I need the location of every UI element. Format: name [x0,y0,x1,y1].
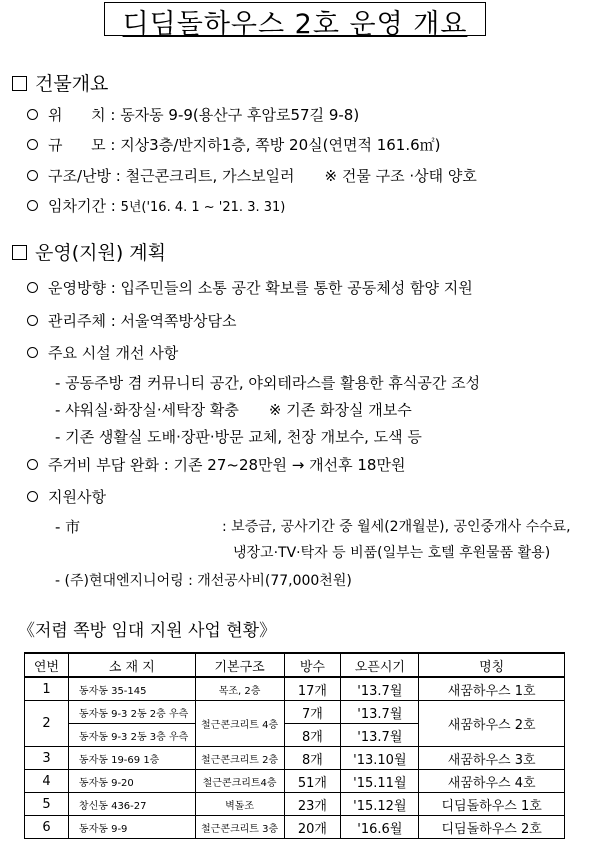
row-rooms: 8개 [284,724,341,747]
circle-bullet-icon [27,139,38,150]
section-2-heading: 운영(지원) 계획 [12,238,166,265]
row-rooms: 8개 [284,747,341,770]
row-name: 새꿈하우스 3호 [419,747,565,770]
improvement-item: - 샤워실·화장실·세탁장 확충 ※ 기존 화장실 개보수 [55,401,412,419]
row-name: 새꿈하우스 1호 [419,677,565,701]
table-row [25,677,565,701]
row-address: 동자동 19-69 1층 [68,747,195,770]
row-address: 창신동 436-27 [68,793,195,816]
row-structure: 벽돌조 [195,793,284,816]
improvement-item: - 공동주방 겸 커뮤니티 공간, 야외테라스를 활용한 휴식공간 조성 [55,374,481,392]
row-structure: 철근콘크리트4층 [195,770,284,793]
lease-period: 임차기간 : 5년('16. 4. 1 ~ '21. 3. 31) [27,195,285,216]
circle-bullet-icon [27,170,38,181]
row-open-date: '13.7월 [341,701,419,724]
column-header: 오픈시기 [341,653,419,677]
circle-bullet-icon [27,282,38,293]
page-title: 디딤돌하우스 2호 운영 개요 [122,9,468,40]
circle-bullet-icon [27,315,38,326]
checkbox-square-icon [12,245,27,260]
column-header: 연번 [25,653,69,677]
support-company: - (주)현대엔지니어링 : 개선공사비(77,000천원) [55,573,352,589]
operation-direction: 운영방향 : 입주민들의 소통 공간 확보를 통한 공동체성 함양 지원 [27,277,473,298]
row-open-date: '16.6월 [341,816,419,839]
title-box [104,2,486,40]
table-row [25,816,565,839]
column-header: 소 재 지 [68,653,195,677]
row-name: 새꿈하우스 4호 [419,770,565,793]
row-structure: 목조, 2층 [195,677,284,701]
table-row [25,747,565,770]
improvement-heading: 주요 시설 개선 사항 [27,342,178,363]
row-address: 동자동 9-3 2동 3층 우측 [68,724,195,747]
support-city-line1: : 보증금, 공사기간 중 월세(2개월분), 공인중개사 수수료, [222,519,571,535]
row-open-date: '13.10월 [341,747,419,770]
row-open-date: '15.11월 [341,770,419,793]
building-location: 위 치 : 동자동 9-9(용산구 후암로57길 9-8) [27,104,359,125]
section-1-heading: 건물개요 [12,69,108,96]
housing-cost: 주거비 부담 완화 : 기존 27~28만원 → 개선후 18만원 [27,454,405,475]
row-open-date: '13.7월 [341,677,419,701]
row-number: 4 [25,770,69,793]
row-address: 동자동 9-9 [68,816,195,839]
support-city-label: - 市 [55,518,81,536]
table-caption: 《저렴 쪽방 임대 지원 사업 현황》 [18,621,277,641]
table-row [25,793,565,816]
row-name: 새꿈하우스 2호 [419,701,565,747]
row-number: 2 [25,701,69,747]
project-status-table [24,652,565,839]
row-number: 5 [25,793,69,816]
row-rooms: 17개 [284,677,341,701]
building-scale: 규 모 : 지상3층/반지하1층, 쪽방 20실(연면적 161.6㎡) [27,134,441,155]
row-number: 3 [25,747,69,770]
column-header: 명칭 [419,653,565,677]
row-open-date: '13.7월 [341,724,419,747]
row-structure: 철근콘크리트 4층 [195,701,284,747]
row-name: 디딤돌하우스 2호 [419,816,565,839]
circle-bullet-icon [27,491,38,502]
column-header: 기본구조 [195,653,284,677]
row-address: 동자동 35-145 [68,677,195,701]
row-number: 6 [25,816,69,839]
row-structure: 철근콘크리트 3층 [195,816,284,839]
row-name: 디딤돌하우스 1호 [419,793,565,816]
table-row [25,770,565,793]
circle-bullet-icon [27,109,38,120]
row-open-date: '15.12월 [341,793,419,816]
table-header-row [25,653,565,677]
circle-bullet-icon [27,200,38,211]
improvement-item: - 기존 생활실 도배·장판·방문 교체, 천장 개보수, 도색 등 [55,428,422,446]
row-rooms: 7개 [284,701,341,724]
building-structure: 구조/난방 : 철근콘크리트, 가스보일러 ※ 건물 구조 ·상태 양호 [27,165,477,186]
row-structure: 철근콘크리트 2층 [195,747,284,770]
row-rooms: 23개 [284,793,341,816]
column-header: 방수 [284,653,341,677]
row-rooms: 20개 [284,816,341,839]
support-city-line2: 냉장고·TV·탁자 등 비품(일부는 호텔 후원물품 활용) [233,545,551,561]
management-body: 관리주체 : 서울역쪽방상담소 [27,310,236,331]
row-number: 1 [25,677,69,701]
support-heading: 지원사항 [27,486,106,507]
row-address: 동자동 9-3 2동 2층 우측 [68,701,195,724]
row-rooms: 51개 [284,770,341,793]
circle-bullet-icon [27,347,38,358]
checkbox-square-icon [12,76,27,91]
row-address: 동자동 9-20 [68,770,195,793]
circle-bullet-icon [27,459,38,470]
table-row [25,701,565,724]
